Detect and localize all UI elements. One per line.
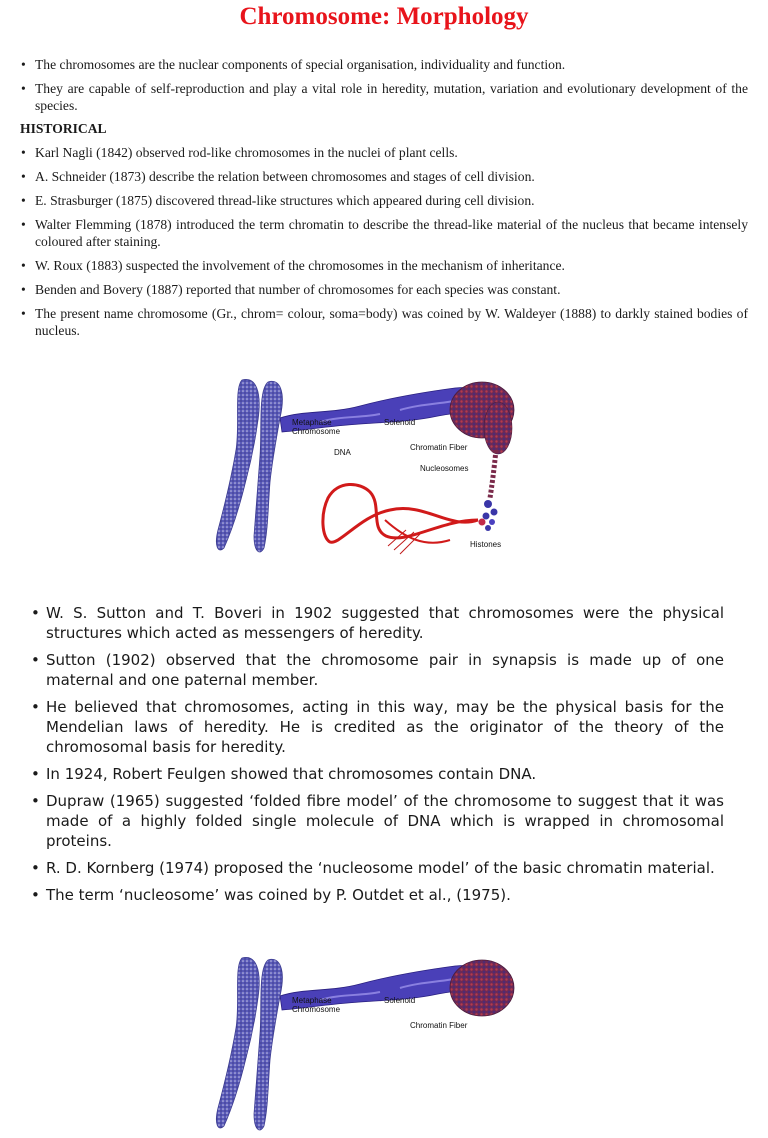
label-solenoid: Solenoid [384, 996, 416, 1005]
chromosome-illustration [210, 948, 530, 1138]
label-nucleosomes: Nucleosomes [420, 464, 469, 473]
metaphase-chromosome-shape [216, 379, 282, 552]
metaphase-chromosome-shape [216, 957, 282, 1130]
list-item: • He believed that chromosomes, acting in this way, may be the physical basis for the Mendelian laws of heredity. He is credited as the originator of the theory of the chromosomal basis for heredity. [30, 697, 724, 757]
intro-list [20, 56, 748, 114]
list-item: • W. S. Sutton and T. Boveri in 1902 suggested that chromosomes were the physical structures which acted as messengers of heredity. [30, 603, 724, 643]
list-item: • E. Strasburger (1875) discovered thread-like structures which appeared during cell division. [20, 192, 748, 209]
list-item: • Karl Nagli (1842) observed rod-like chromosomes in the nuclei of plant cells. [20, 144, 748, 161]
label-dna: DNA [334, 448, 351, 457]
chromosome-illustration [210, 370, 530, 560]
label-histones: Histones [470, 540, 502, 549]
label-metaphase-chromosome: Metaphase Chromosome [292, 996, 341, 1014]
chromatin-fiber [490, 450, 496, 498]
list-item: • Benden and Bovery (1887) reported that number of chromosomes for each species was constant. [20, 281, 748, 298]
list-item: • The present name chromosome (Gr., chrom= colour, soma=body) was coined by W. Waldeyer (1888) to darkly stained bodies of nucleus. [20, 305, 748, 339]
list-item: • R. D. Kornberg (1974) proposed the ‘nucleosome model’ of the basic chromatin material. [30, 858, 724, 878]
label-solenoid: Solenoid [384, 418, 416, 427]
coiled-chromatin [450, 960, 514, 1016]
nucleosome-beads [479, 500, 498, 531]
label-chromatin-fiber: Chromatin Fiber [410, 1021, 468, 1030]
dna-strand [323, 484, 478, 542]
list-item: • In 1924, Robert Feulgen showed that chromosomes contain DNA. [30, 764, 724, 784]
list-item: • A. Schneider (1873) describe the relation between chromosomes and stages of cell division. [20, 168, 748, 185]
list-item: • W. Roux (1883) suspected the involvement of the chromosomes in the mechanism of inheritance. [20, 257, 748, 274]
history-continued-section [30, 603, 724, 912]
label-chromatin-fiber: Chromatin Fiber [410, 443, 468, 452]
intro-section [20, 56, 748, 346]
label-metaphase-chromosome: Metaphase Chromosome [292, 418, 341, 436]
page-title: Chromosome: Morphology [239, 3, 529, 30]
chromosome-structure-figure-repeat [210, 948, 530, 1138]
list-item: • The term ‘nucleosome’ was coined by P. Outdet et al., (1975). [30, 885, 724, 905]
list-item: • The chromosomes are the nuclear components of special organisation, individuality and function. [20, 56, 748, 73]
list-item: • Sutton (1902) observed that the chromosome pair in synapsis is made up of one maternal and one paternal member. [30, 650, 724, 690]
list-item: • Walter Flemming (1878) introduced the term chromatin to describe the thread-like material of the nucleus that became intensely coloured after staining. [20, 216, 748, 250]
chromosome-structure-figure [210, 370, 530, 560]
list-item: • Dupraw (1965) suggested ‘folded fibre model’ of the chromosome to suggest that it was made of a highly folded single molecule of DNA which is wrapped in chromosomal proteins. [30, 791, 724, 851]
historical-heading: HISTORICAL [20, 121, 107, 136]
historical-list [20, 144, 748, 339]
history-continued-list [30, 603, 724, 905]
list-item: • They are capable of self-reproduction and play a vital role in heredity, mutation, variation and evolutionary development of the species. [20, 80, 748, 114]
